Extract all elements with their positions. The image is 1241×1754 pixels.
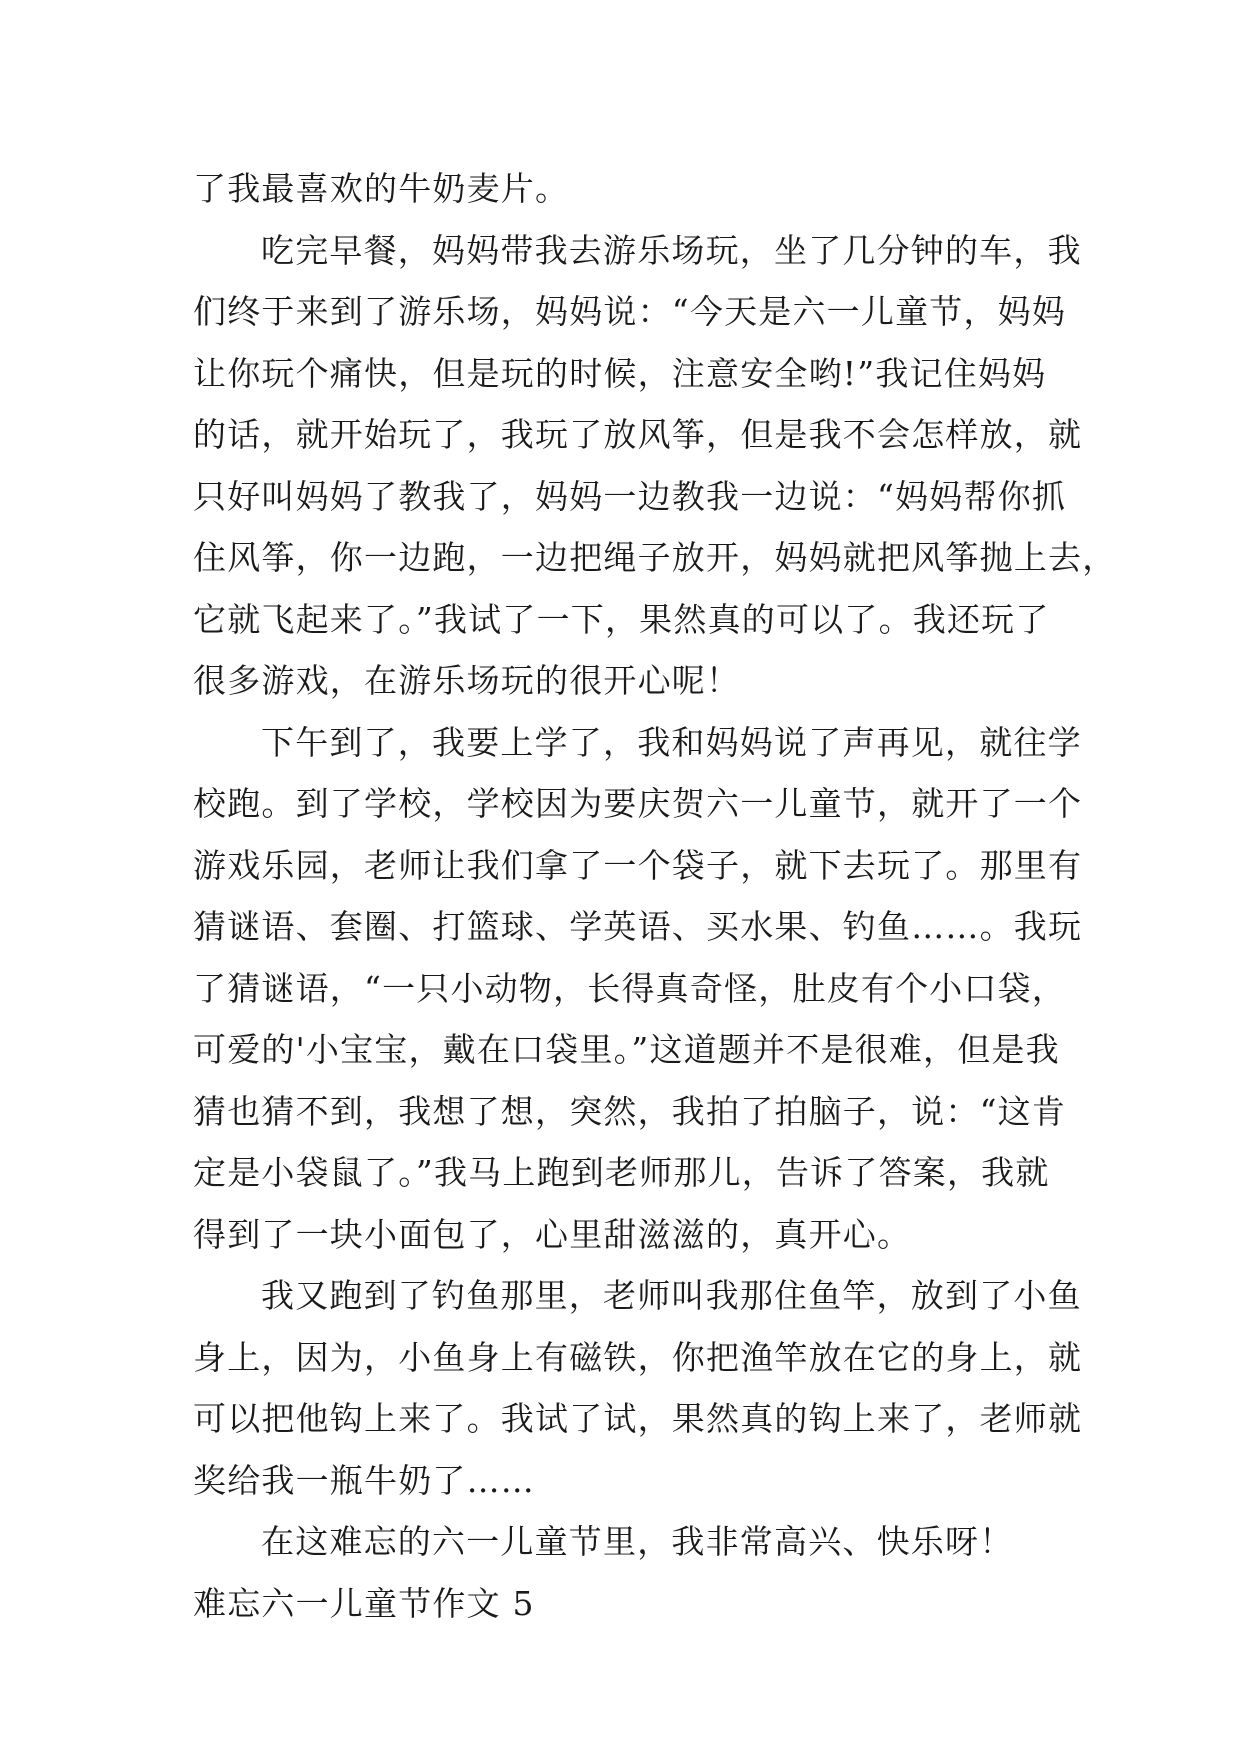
text-line-6: 只好叫妈妈了教我了，妈妈一边教我一边说：“妈妈帮你抓 bbox=[193, 476, 1067, 516]
body-text bbox=[193, 158, 1117, 1634]
text-line-14: 了猜谜语，“一只小动物，长得真奇怪，肚皮有个小口袋， bbox=[193, 968, 1067, 1008]
text-line-5: 的话，就开始玩了，我玩了放风筝，但是我不会怎样放，就 bbox=[193, 415, 1083, 454]
text-line-3: 们终于来到了游乐场，妈妈说：“今天是六一儿童节，妈妈 bbox=[193, 292, 1067, 331]
text-line-9: 很多游戏，在游乐场玩的很开心呢！ bbox=[193, 661, 741, 700]
text-line-8: 它就飞起来了。”我试了一下，果然真的可以了。我还玩了 bbox=[193, 599, 1050, 639]
text-line-7: 住风筝，你一边跑，一边把绳子放开，妈妈就把风筝抛上去， bbox=[193, 538, 1117, 577]
text-line-10: 下午到了，我要上学了，我和妈妈说了声再见，就往学 bbox=[261, 722, 1082, 762]
text-line-4: 让你玩个痛快，但是玩的时候，注意安全哟!”我记住妈妈 bbox=[193, 353, 1047, 393]
text-line-17: 定是小袋鼠了。”我马上跑到老师那儿，告诉了答案，我就 bbox=[193, 1153, 1050, 1192]
text-line-16: 猜也猜不到，我想了想，突然，我拍了拍脑子，说：“这肯 bbox=[193, 1091, 1067, 1131]
text-line-1: 了我最喜欢的牛奶麦片。 bbox=[193, 169, 570, 208]
text-line-11: 校跑。到了学校，学校因为要庆贺六一儿童节，就开了一个 bbox=[193, 784, 1083, 823]
text-line-12: 游戏乐园，老师让我们拿了一个袋子，就下去玩了。那里有 bbox=[193, 845, 1083, 885]
text-line-19: 我又跑到了钓鱼那里，老师叫我那住鱼竿，放到了小鱼 bbox=[261, 1276, 1082, 1315]
text-line-22: 奖给我一瓶牛奶了…… bbox=[193, 1460, 535, 1500]
text-line-23: 在这难忘的六一儿童节里，我非常高兴、快乐呀！ bbox=[261, 1522, 1014, 1561]
text-line-13: 猜谜语、套圈、打篮球、学英语、买水果、钓鱼……。我玩 bbox=[193, 907, 1083, 946]
text-line-18: 得到了一块小面包了，心里甜滋滋的，真开心。 bbox=[193, 1214, 912, 1254]
next-section-heading: 难忘六一儿童节作文 5 bbox=[193, 1583, 535, 1623]
text-line-15: 可爱的'小宝宝，戴在口袋里。”这道题并不是很难，但是我 bbox=[193, 1030, 1060, 1069]
text-line-21: 可以把他钩上来了。我试了试，果然真的钩上来了，老师就 bbox=[193, 1399, 1083, 1438]
text-line-20: 身上，因为，小鱼身上有磁铁，你把渔竿放在它的身上，就 bbox=[193, 1337, 1083, 1377]
text-line-2: 吃完早餐，妈妈带我去游乐场玩，坐了几分钟的车，我 bbox=[261, 230, 1082, 270]
